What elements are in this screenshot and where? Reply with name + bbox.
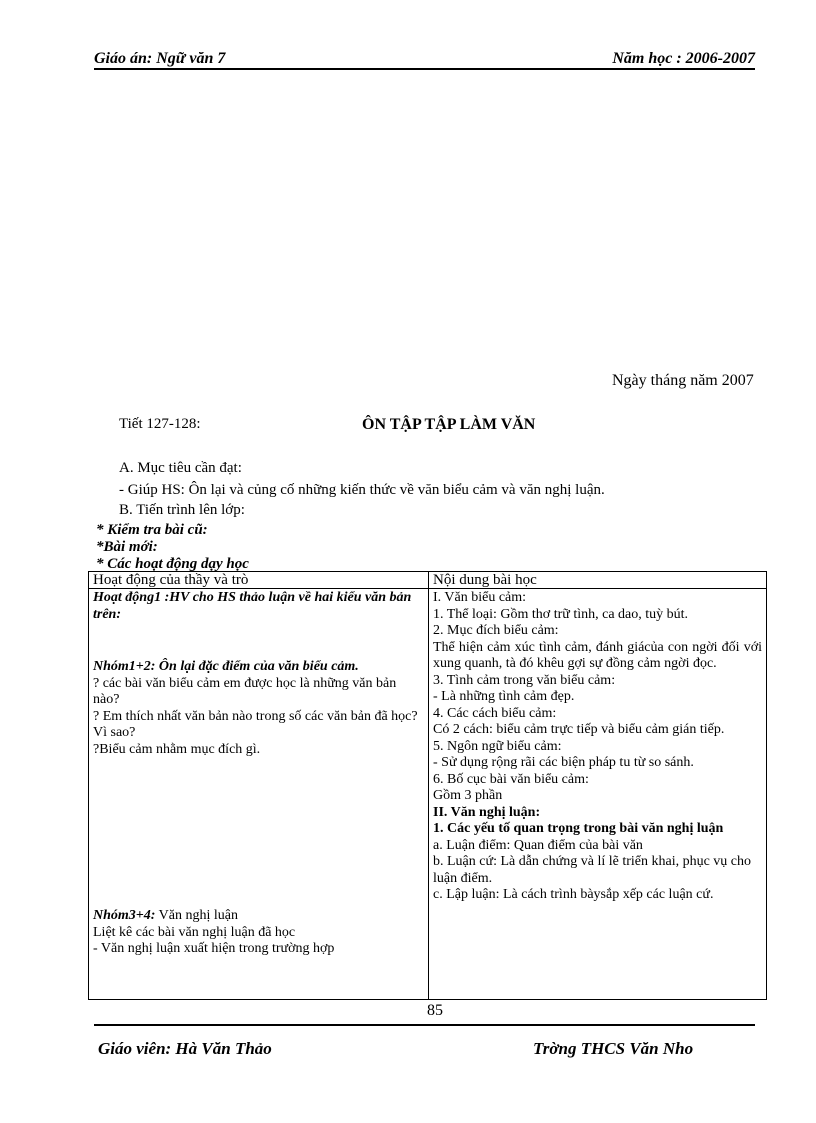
content-line: 6. Bố cục bài văn biểu cảm: <box>433 771 589 787</box>
page-number: 85 <box>427 1002 443 1019</box>
question-item: ?Biểu cảm nhằm mục đích gì. <box>93 741 261 757</box>
group34-line <box>93 908 424 925</box>
section2-heading: II. Văn nghị luận: <box>433 804 541 820</box>
content-line: - Là những tình cảm đẹp. <box>433 689 575 704</box>
progress-heading: B. Tiến trình lên lớp: <box>119 502 245 518</box>
question-item: ? các bài văn biểu cảm em được học là những văn bản nào? <box>93 675 397 707</box>
content-line: 2. Mục đích biểu cảm: <box>433 623 559 638</box>
spacer <box>93 758 424 908</box>
section1-heading: I. Văn biểu cảm: <box>433 590 527 605</box>
objectives-heading: A. Mục tiêu cần đạt: <box>119 460 242 476</box>
content-line: 5. Ngôn ngữ biểu cảm: <box>433 738 562 754</box>
content-line: b. Luận cứ: Là dẫn chứng và lí lẽ triển khai, phục vụ cho luận điểm. <box>433 854 752 886</box>
header-subject: Giáo án: Ngữ văn 7 <box>94 50 226 67</box>
footer-divider <box>94 1024 755 1026</box>
table-header-row <box>89 572 767 589</box>
content-line: - Sử dụng rộng rãi các biện pháp tu từ so sánh. <box>433 755 694 770</box>
objectives-item: - Giúp HS: Ôn lại và củng cố những kiến thức về văn biểu cảm và văn nghị luận. <box>119 482 605 498</box>
content-line: Gồm 3 phần <box>433 788 503 803</box>
header-content: Nội dung bài học <box>429 572 767 589</box>
section2-subheading: 1. Các yếu tố quan trọng trong bài văn nghị luận <box>433 821 724 836</box>
activity1-heading: Hoạt động1 :HV cho HS thảo luận về hai kiểu văn bản trên: <box>93 590 412 622</box>
lesson-number: Tiết 127-128: <box>119 416 201 432</box>
step-review: * Kiểm tra bài cũ: <box>96 522 208 538</box>
header-divider <box>94 68 755 70</box>
step-activities: * Các hoạt động dạy học <box>96 556 249 572</box>
content-line: Có 2 cách: biểu cảm trực tiếp và biểu cảm gián tiếp. <box>433 722 725 737</box>
spacer <box>93 623 424 659</box>
content-cell <box>429 589 767 1000</box>
content-line: Thể hiện cảm xúc tình cảm, đánh giácủa con ngời đối với xung quanh, tà đó khêu gợi sự đồng cảm ngời đọc. <box>433 639 762 671</box>
content-line: c. Lập luận: Là cách trình bàysắp xếp các luận cứ. <box>433 887 714 902</box>
group34-text: Văn nghị luận <box>155 908 239 923</box>
step-new-lesson: *Bài mới: <box>96 539 158 555</box>
header-school-year: Năm học : 2006-2007 <box>612 50 755 67</box>
group34-label: Nhóm3+4: <box>93 908 156 923</box>
date-line: Ngày tháng năm 2007 <box>612 372 754 389</box>
list-line: Liệt kê các bài văn nghị luận đã học <box>93 924 296 940</box>
activities-cell <box>89 589 429 1000</box>
content-line: a. Luận điểm: Quan điểm của bài văn <box>433 837 643 853</box>
last-line: - Văn nghị luận xuất hiện trong trường hợp <box>93 941 335 956</box>
group12-heading: Nhóm1+2: Ôn lại đặc điểm của văn biểu cảm. <box>93 659 359 674</box>
header-teacher-student: Hoạt động của thầy và trò <box>89 572 429 589</box>
lesson-table <box>88 571 767 1000</box>
footer-school: Trờng THCS Văn Nho <box>533 1039 694 1058</box>
content-line: 1. Thể loại: Gồm thơ trữ tình, ca dao, tuỳ bút. <box>433 606 689 622</box>
content-line: 4. Các cách biểu cảm: <box>433 705 557 721</box>
table-row <box>89 589 767 1000</box>
lesson-title: ÔN TẬP TẬP LÀM VĂN <box>362 416 536 433</box>
question-item: ? Em thích nhất văn bản nào trong số các văn bản đã học? Vì sao? <box>93 708 418 740</box>
footer-teacher: Giáo viên: Hà Văn Thảo <box>98 1039 272 1058</box>
content-line: 3. Tình cảm trong văn biểu cảm: <box>433 672 616 688</box>
